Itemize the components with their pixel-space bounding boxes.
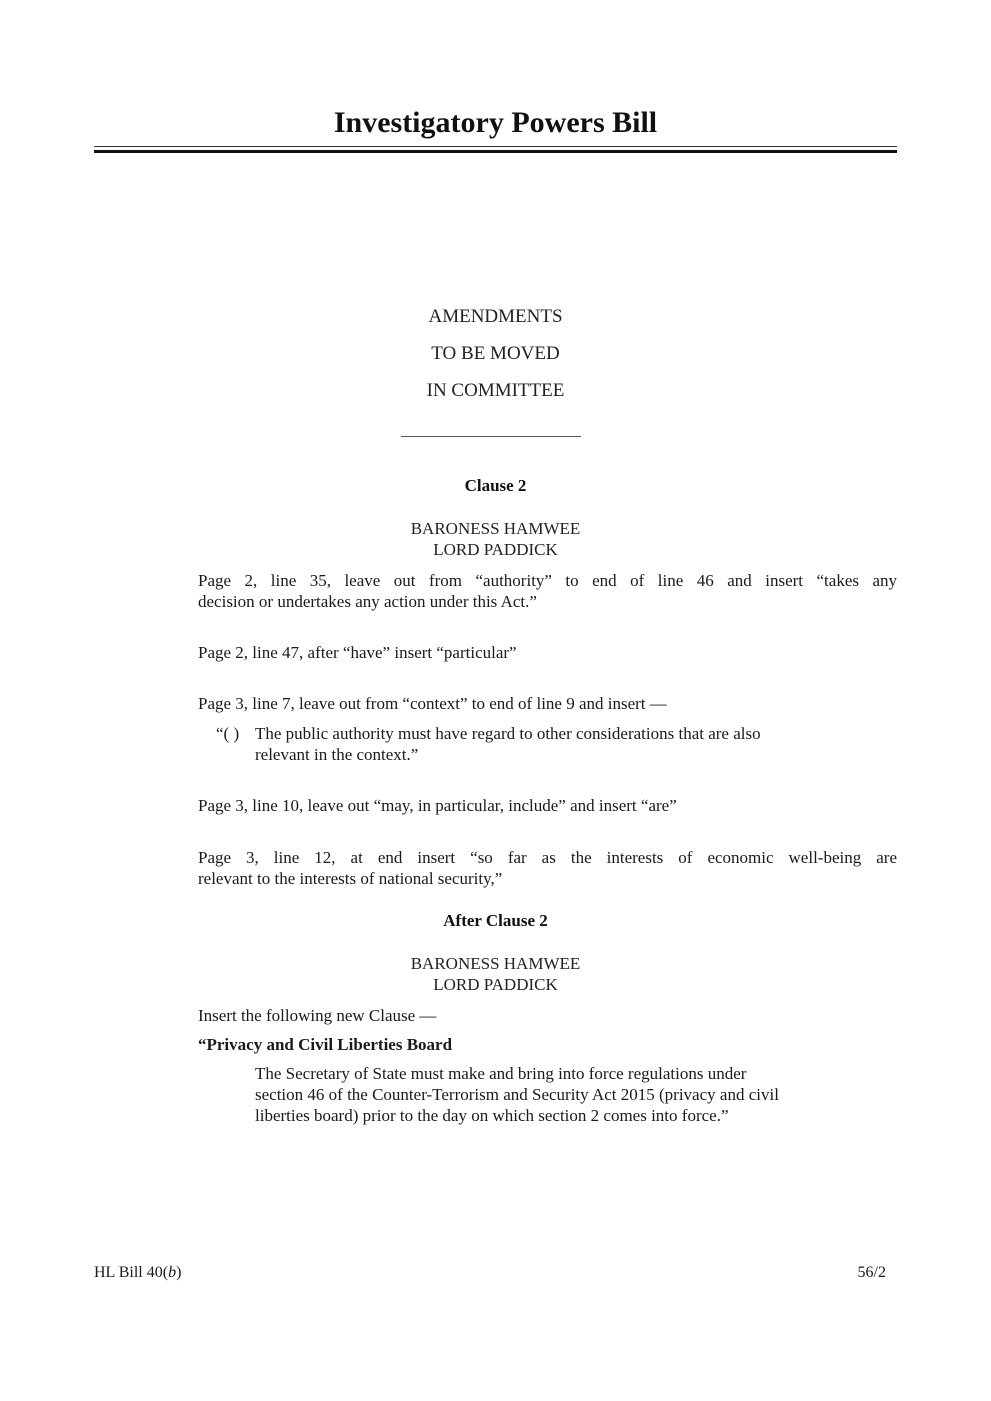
amendment-text: relevant to the interests of national security,” (198, 869, 503, 888)
new-clause-body: The Secretary of State must make and bring into force regulations under (255, 1064, 747, 1083)
title-rule-thin (94, 146, 897, 147)
new-clause-body: section 46 of the Counter-Terrorism and Security Act 2015 (privacy and civil (255, 1085, 779, 1104)
amendment-text: Page 2, line 47, after “have” insert “particular” (198, 643, 517, 662)
new-clause-body: liberties board) prior to the day on which section 2 comes into force.” (255, 1106, 729, 1125)
inserted-text: relevant in the context.” (255, 745, 419, 764)
amendment-text: Page 3, line 7, leave out from “context” to end of line 9 and insert — (198, 694, 667, 713)
heading-amendments: AMENDMENTS (428, 306, 563, 327)
title-rule-thick (94, 150, 897, 153)
bill-ref-italic: b (168, 1264, 177, 1281)
amendment-text: Page 3, line 12, at end insert “so far as the interests of economic well-being are (198, 848, 897, 867)
sponsor-name: BARONESS HAMWEE (410, 519, 581, 538)
sponsor-name: LORD PADDICK (433, 975, 558, 994)
sponsor-name: BARONESS HAMWEE (410, 954, 581, 973)
heading-to-be-moved: TO BE MOVED (431, 343, 560, 364)
insert-marker: “( ) (216, 724, 240, 743)
bill-ref-suffix: ) (176, 1264, 182, 1281)
amendment-text: decision or undertakes any action under this Act.” (198, 592, 537, 611)
amendment-text: Page 2, line 35, leave out from “authority” to end of line 46 and insert “takes any (198, 571, 897, 590)
clause-heading: Clause 2 (464, 476, 527, 495)
new-clause-title: “Privacy and Civil Liberties Board (198, 1035, 453, 1054)
inserted-text: The public authority must have regard to other considerations that are also (255, 724, 761, 743)
clause-heading: After Clause 2 (443, 911, 548, 930)
section-divider (401, 436, 581, 437)
bill-ref-prefix: HL Bill 40( (94, 1264, 169, 1281)
page-reference: 56/2 (857, 1264, 886, 1281)
bill-reference (94, 1264, 181, 1282)
document-title: Investigatory Powers Bill (333, 106, 658, 139)
insert-intro: Insert the following new Clause — (198, 1006, 437, 1025)
amendment-text: Page 3, line 10, leave out “may, in particular, include” and insert “are” (198, 796, 677, 815)
heading-in-committee: IN COMMITTEE (426, 380, 565, 401)
sponsor-name: LORD PADDICK (433, 540, 558, 559)
